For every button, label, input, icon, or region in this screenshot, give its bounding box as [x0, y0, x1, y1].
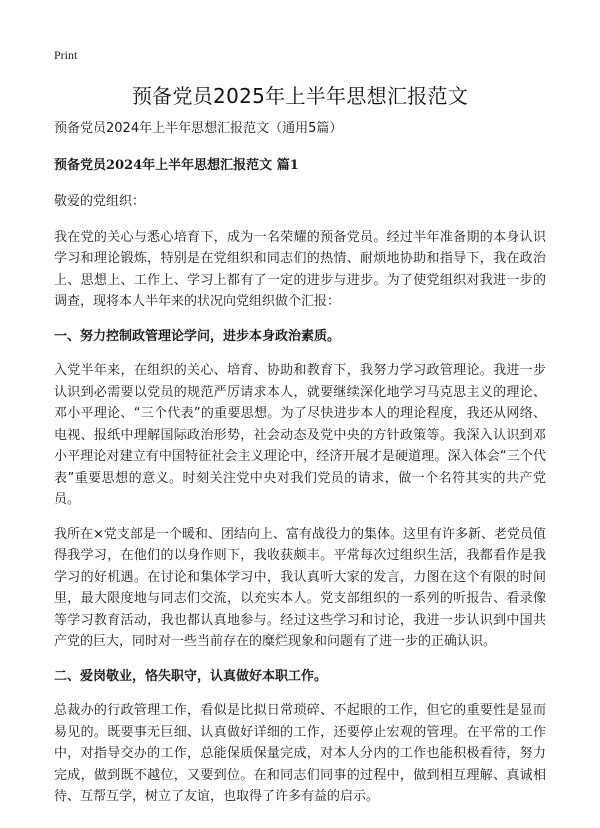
- intro-paragraph: 我在党的关心与悉心培育下，成为一名荣耀的预备党员。经过半年准备期的本身认识学习和理论锻炼，特别是在党组织和同志们的热情、耐烦地协助和指导下，我在政治上、思想上、工作上、学习上都有了一定的进步与进步。为了使党组织对我进一步的调查，现将本人半年来的状况向党组织做个汇报：: [54, 229, 546, 309]
- heading-2: 二、爱岗敬业，恪失职守，认真做好本职工作。: [54, 668, 328, 684]
- document-subtitle: 预备党员2024年上半年思想汇报范文（通用5篇）: [54, 121, 343, 136]
- paragraph-3: 总裁办的行政管理工作，看似是比拟日常琐碎、不起眼的工作，但它的重要性是显而易见的。既要事无巨细、认真做好详细的工作，还要停止宏观的管理。在平常的工作中，对指导交办的工作，总能保质保量完成，对本人分内的工作也能积极看待，努力完成，做到既不越位，又要到位。在和同志们同事的过程中，做到相互理解、真诚相待、互帮互学，树立了友谊，也取得了许多有益的启示。: [54, 703, 546, 804]
- greeting: 敬爱的党组织：: [54, 194, 146, 209]
- paragraph-1: 入党半年来，在组织的关心、培育、协助和教育下，我努力学习政管理论。我进一步认识到必需要以党员的规范严厉请求本人，就要继续深化地学习马克思主义的理论、邓小平理论、“三个代表”的重要思想。为了尽快进步本人的理论程度，我还从网络、电视、报纸中理解国际政治形势，社会动态及党中央的方针政策等。我深入认识到邓小平理论对建立有中国特征社会主义理论中，经济开展才是硬道理。深入体会“三个代表”重要思想的意义。时刻关注党中央对我们党员的请求，做一个名符其实的共产党员。: [54, 363, 546, 507]
- heading-1: 一、努力控制政管理论学问，进步本身政治素质。: [54, 328, 341, 344]
- paragraph-2: 我所在×党支部是一个暖和、团结向上、富有战役力的集体。这里有许多新、老党员值得我学习，在他们的以身作则下，我收获颇丰。平常每次过组织生活，我都看作是我学习的好机遇。在讨论和集体学习中，我认真听大家的发言，力图在这个有限的时间里，最大限度地与同志们交流，以充实本人。党支部组织的一系列的听报告、看录像等学习教育活动，我也都认真地参与。经过这些学习和讨论，我进一步认识到中国共产党的巨大，同时对一些当前存在的糜烂现象和问题有了进一步的正确认识。: [54, 526, 546, 649]
- document-title: 预备党员2025年上半年思想汇报范文: [131, 84, 469, 108]
- print-link[interactable]: Print: [54, 48, 78, 62]
- section-title: 预备党员2024年上半年思想汇报范文 篇1: [54, 157, 299, 173]
- document-body: [54, 118, 546, 821]
